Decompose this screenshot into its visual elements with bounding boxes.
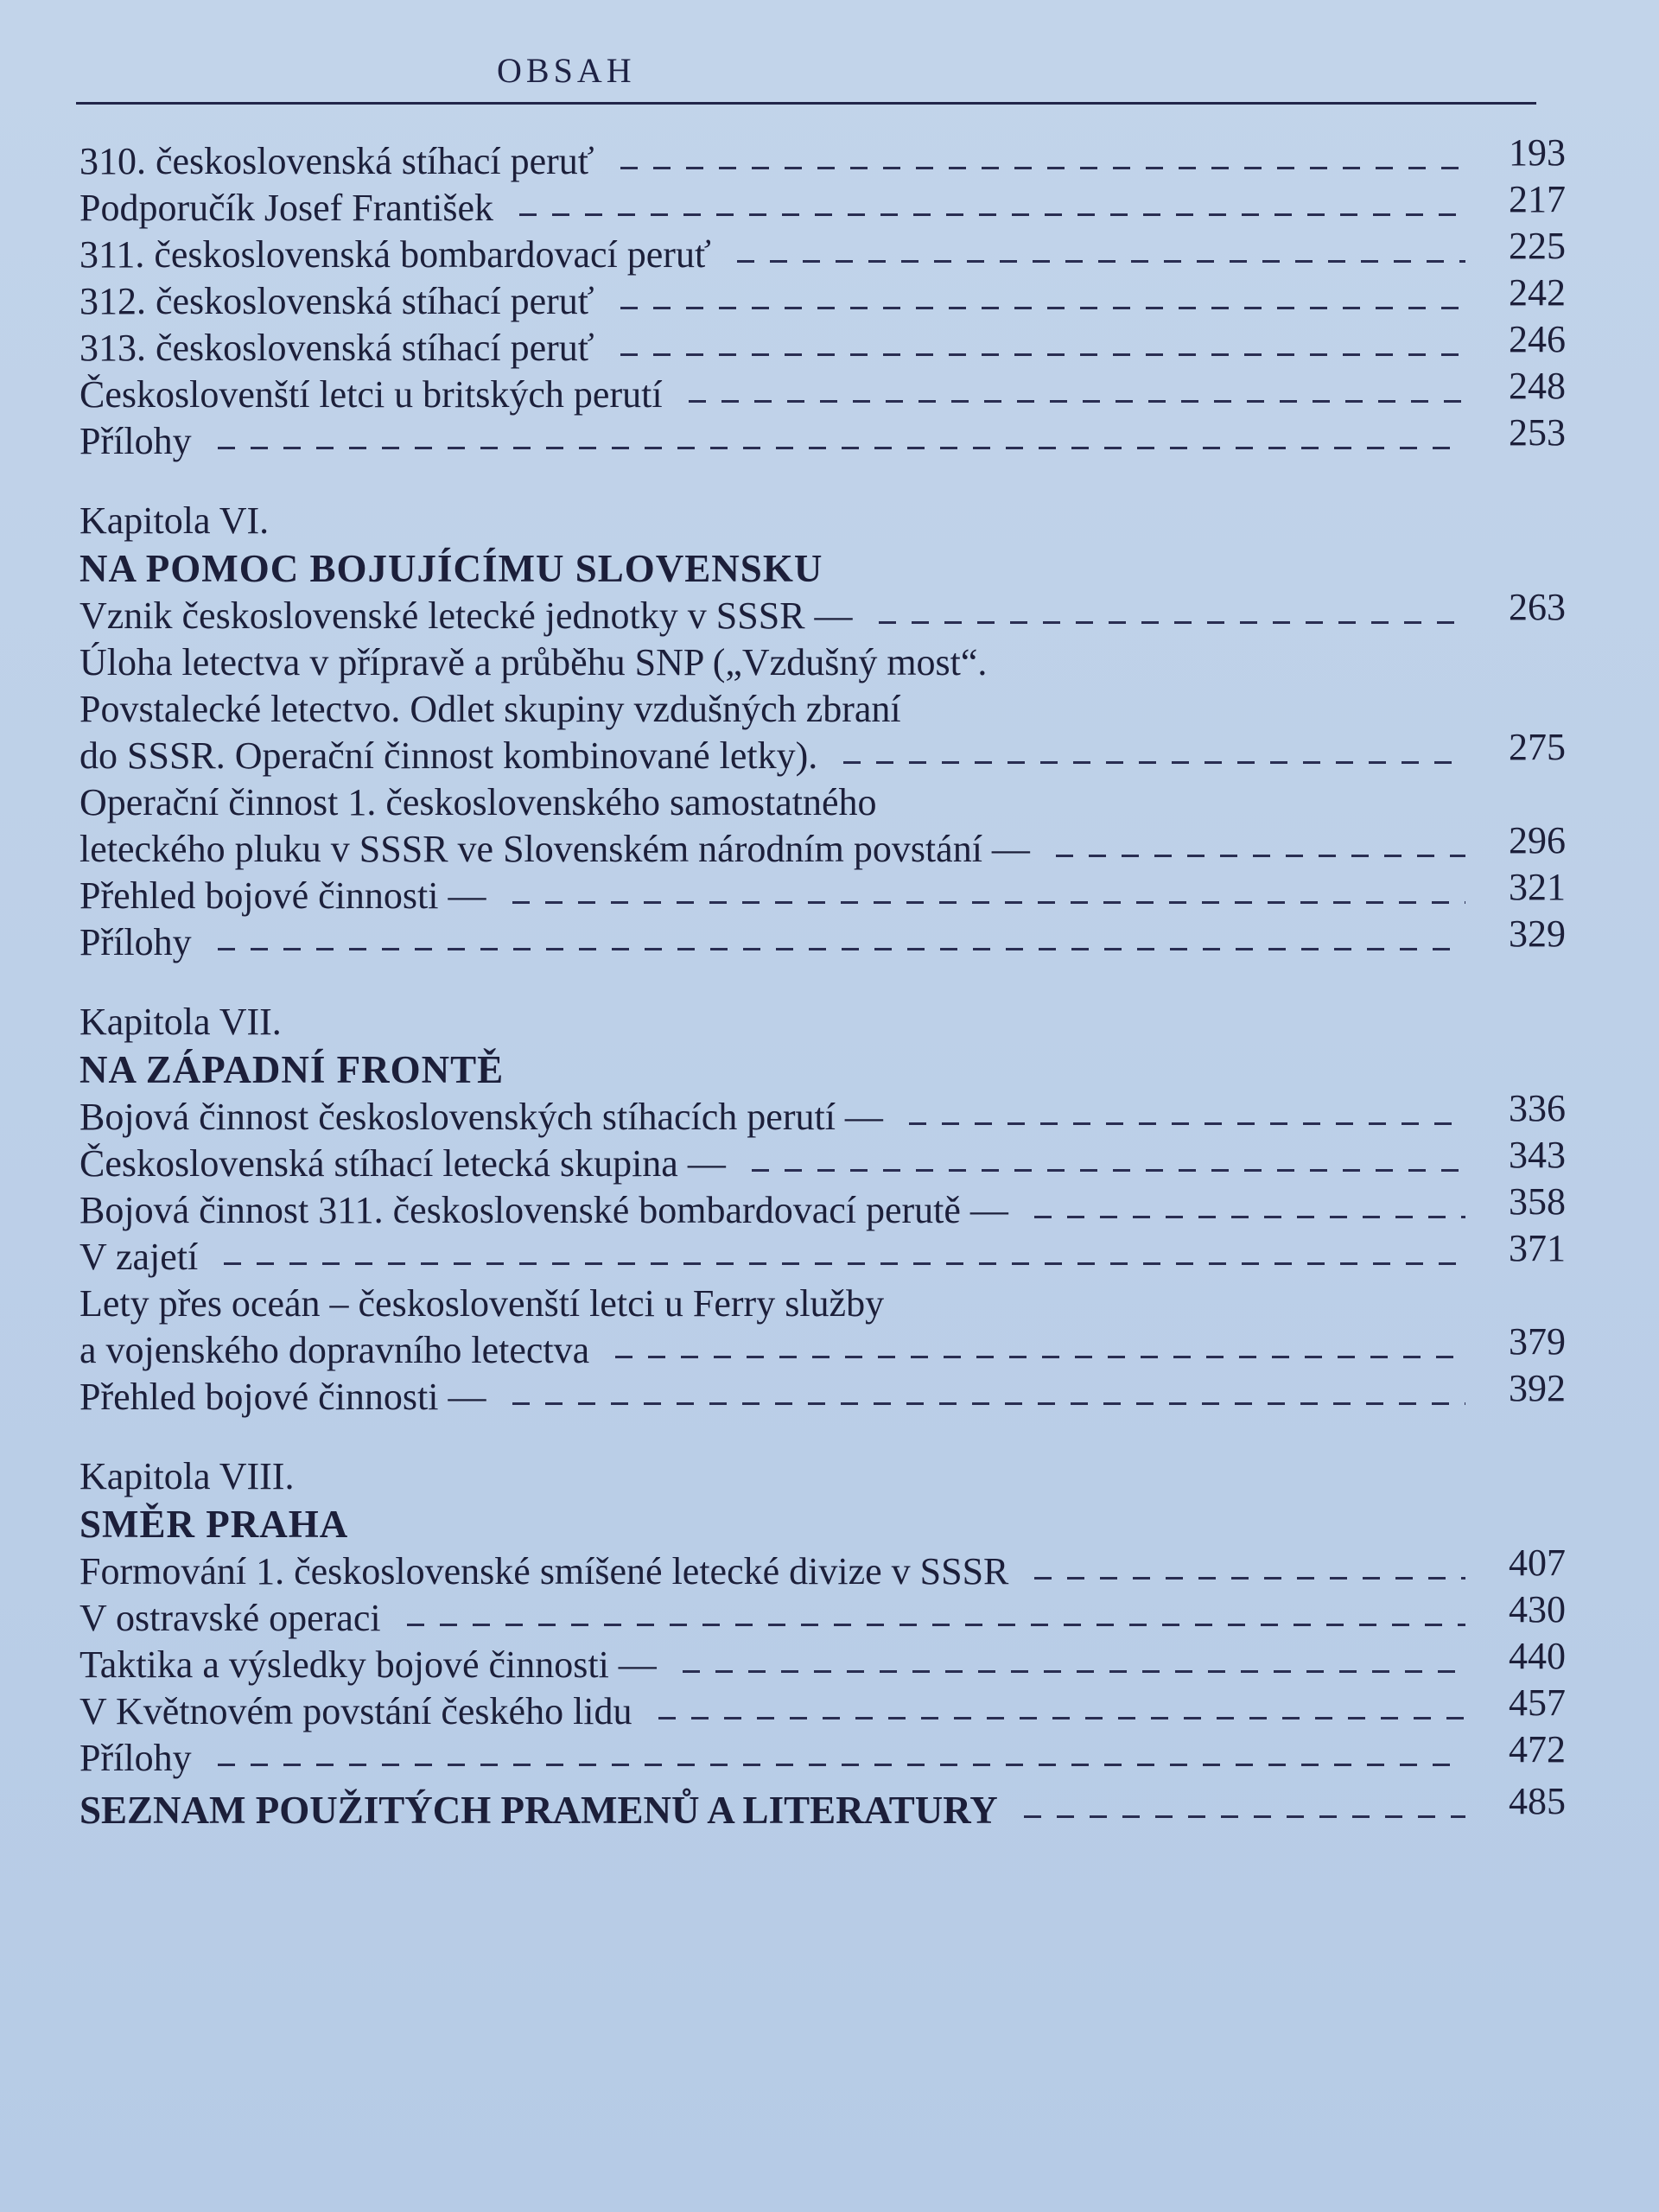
dot-leader: [689, 400, 1465, 403]
entry-title: Vznik československé letecké jednotky v SSSR —: [79, 594, 853, 637]
dot-leader: [879, 621, 1465, 624]
page-number: 275: [1509, 726, 1566, 768]
header-rule: [76, 102, 1536, 105]
page-number: 371: [1509, 1227, 1566, 1269]
chapter-label: Kapitola VI.: [79, 499, 270, 542]
page-number: 485: [1509, 1780, 1566, 1822]
page-number: 217: [1509, 178, 1566, 220]
page-number: 248: [1509, 365, 1566, 407]
page-number: 440: [1509, 1635, 1566, 1677]
toc-entry: [79, 819, 1566, 873]
dot-leader: [512, 1402, 1466, 1405]
entry-title-line: Lety přes oceán – českoslovenští letci u Ferry služby: [79, 1282, 885, 1325]
dot-leader: [658, 1717, 1465, 1719]
dot-leader: [683, 1670, 1465, 1673]
toc-entry: [79, 912, 1566, 966]
entry-title: Formování 1. československé smíšené letecké divize v SSSR: [79, 1550, 1009, 1592]
dot-leader: [737, 260, 1465, 263]
toc-entry: [79, 411, 1566, 465]
toc-entry: [79, 1227, 1566, 1281]
entry-title: 312. československá stíhací peruť: [79, 280, 594, 322]
page-number: 263: [1509, 586, 1566, 628]
page-number: 225: [1509, 225, 1566, 267]
page-number: 472: [1509, 1728, 1566, 1770]
toc-entry: [79, 726, 1566, 779]
entry-title-line: Povstalecké letectvo. Odlet skupiny vzdušných zbraní: [79, 688, 901, 730]
chapter-label: Kapitola VIII.: [79, 1455, 295, 1497]
toc-entry: [79, 1728, 1566, 1782]
entry-title: Přílohy: [79, 921, 192, 963]
entry-title: leteckého pluku v SSSR ve Slovenském národním povstání —: [79, 828, 1030, 870]
toc-entry: [79, 1180, 1566, 1234]
entry-title: Přehled bojové činnosti —: [79, 874, 486, 917]
entry-title: V zajetí: [79, 1236, 199, 1278]
entry-title: V ostravské operaci: [79, 1597, 381, 1639]
entry-title: 311. československá bombardovací peruť: [79, 233, 711, 276]
entry-title: 310. československá stíhací peruť: [79, 140, 594, 182]
toc-entry: [79, 1635, 1566, 1688]
toc-entry: [79, 1588, 1566, 1642]
page-number: 321: [1509, 866, 1566, 908]
toc-entry: [79, 1087, 1566, 1141]
toc-entry: [79, 1367, 1566, 1421]
table-of-contents: [79, 131, 1566, 1834]
page-number: 329: [1509, 912, 1566, 955]
page-number: 343: [1509, 1134, 1566, 1176]
toc-entry: [79, 866, 1566, 919]
toc-entry: [79, 271, 1566, 325]
toc-entry: [79, 318, 1566, 372]
page-number: 358: [1509, 1180, 1566, 1223]
toc-entry: [79, 1134, 1566, 1187]
page-number: 336: [1509, 1087, 1566, 1129]
entry-title: Českoslovenští letci u britských perutí: [79, 373, 663, 416]
dot-leader: [843, 761, 1465, 764]
entry-title: Bojová činnost 311. československé bombardovací perutě —: [79, 1189, 1008, 1231]
dot-leader: [620, 307, 1465, 309]
dot-leader: [620, 167, 1465, 169]
toc-entry: [79, 586, 1566, 639]
dot-leader: [1056, 855, 1465, 857]
entry-title: Taktika a výsledky bojové činnosti —: [79, 1643, 657, 1686]
page-number: 246: [1509, 318, 1566, 360]
page-number: 430: [1509, 1588, 1566, 1630]
page-number: 296: [1509, 819, 1566, 861]
chapter-title: SMĚR PRAHA: [79, 1503, 349, 1546]
entry-title-line: Operační činnost 1. československého samostatného: [79, 781, 877, 823]
toc-entry: [79, 178, 1566, 232]
dot-leader: [218, 948, 1465, 950]
page-number: 379: [1509, 1320, 1566, 1363]
dot-leader: [1034, 1216, 1465, 1218]
entry-title: a vojenského dopravního letectva: [79, 1329, 590, 1371]
toc-entry: [79, 1320, 1566, 1374]
entry-title: Bojová činnost československých stíhacích perutí —: [79, 1096, 883, 1138]
entry-title: do SSSR. Operační činnost kombinované letky).: [79, 734, 818, 777]
page-number: 253: [1509, 411, 1566, 454]
dot-leader: [512, 901, 1466, 904]
dot-leader: [1034, 1577, 1465, 1580]
dot-leader: [407, 1624, 1465, 1626]
entry-title: Přehled bojové činnosti —: [79, 1376, 486, 1418]
page-number: 457: [1509, 1681, 1566, 1724]
entry-title-line: Úloha letectva v přípravě a průběhu SNP („Vzdušný most“.: [79, 641, 988, 683]
chapter-title: NA ZÁPADNÍ FRONTĚ: [79, 1048, 505, 1091]
toc-entry: [79, 1681, 1566, 1735]
dot-leader: [909, 1122, 1465, 1125]
dot-leader: [218, 447, 1465, 449]
entry-title: Podporučík Josef František: [79, 187, 494, 229]
dot-leader: [218, 1764, 1465, 1766]
dot-leader: [615, 1356, 1465, 1358]
entry-title: SEZNAM POUŽITÝCH PRAMENŮ A LITERATURY: [79, 1789, 998, 1832]
entry-title: V Květnovém povstání českého lidu: [79, 1690, 632, 1732]
running-head: OBSAH: [497, 51, 636, 90]
page-number: 193: [1509, 131, 1566, 174]
chapter-label: Kapitola VII.: [79, 1001, 282, 1043]
toc-entry: [79, 365, 1566, 418]
dot-leader: [1024, 1815, 1465, 1818]
page-number: 407: [1509, 1541, 1566, 1584]
chapter-title: NA POMOC BOJUJÍCÍMU SLOVENSKU: [79, 547, 823, 590]
entry-title: Přílohy: [79, 1737, 192, 1779]
dot-leader: [224, 1262, 1465, 1265]
dot-leader: [620, 353, 1465, 356]
page-number: 392: [1509, 1367, 1566, 1409]
dot-leader: [752, 1169, 1465, 1172]
toc-entry: [79, 131, 1566, 185]
dot-leader: [519, 213, 1465, 216]
entry-title: Přílohy: [79, 420, 192, 462]
toc-entry-bibliography: [79, 1780, 1566, 1834]
page-number: 242: [1509, 271, 1566, 314]
toc-entry: [79, 1541, 1566, 1595]
entry-title: Československá stíhací letecká skupina —: [79, 1142, 726, 1185]
toc-entry: [79, 225, 1566, 278]
entry-title: 313. československá stíhací peruť: [79, 327, 594, 369]
